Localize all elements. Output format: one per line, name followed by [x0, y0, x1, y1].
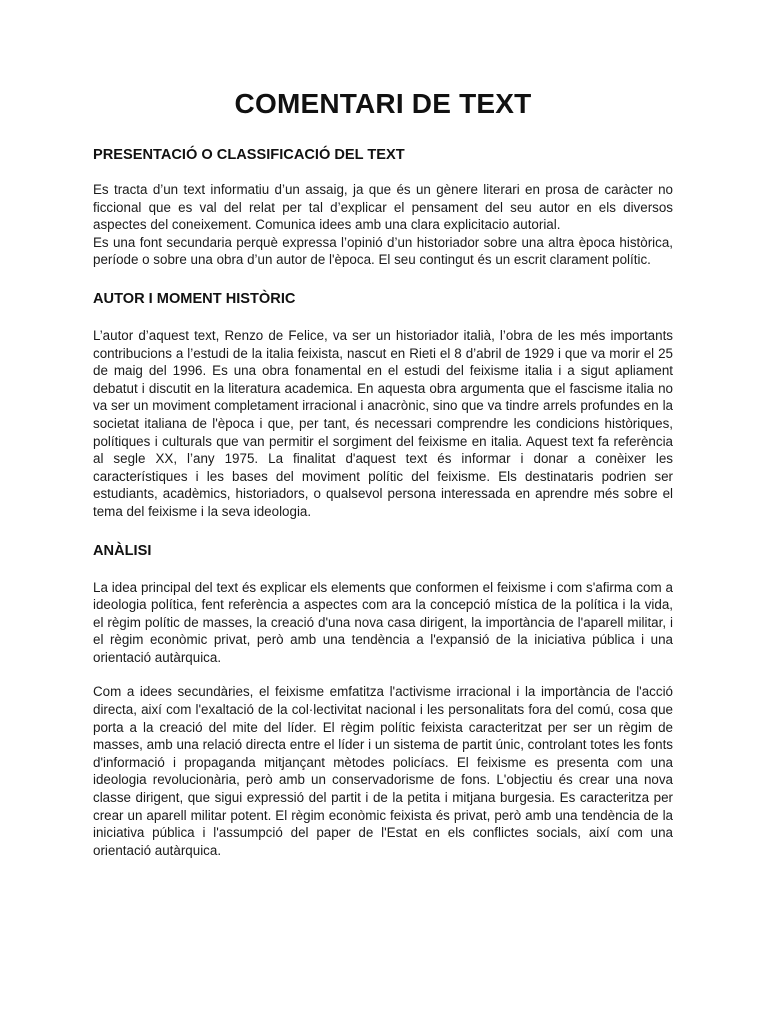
analysis-main-idea-paragraph: La idea principal del text és explicar els elements que conformen el feixisme i com s'afirma com a ideologia política, fent referència a aspectes com ara la concepció mística de la política i la vida, el règim polític de masses, la creació d'una nova casa dirigent, la importància de l'aparell militar, i el règim econòmic privat, però amb una tendència a l'expansió de la iniciativa pública i una orientació autàrquica. — [93, 579, 673, 665]
presentation-paragraph: Es tracta d’un text informatiu d’un assaig, ja que és un gènere literari en prosa de caràcter no ficcional que es val del relat per tal d’explicar el pensament del seu autor en els diversos aspectes del coneixement. Comunica idees amb una clara explicitacio autorial. Es una font secundaria perquè expressa l’opinió d’un historiador sobre una altra època històrica, període o sobre una obra d’un autor de l'època. El seu contingut és un escrit clarament polític. — [93, 182, 673, 268]
section-heading-presentation: PRESENTACIÓ O CLASSIFICACIÓ DEL TEXT — [93, 147, 405, 163]
document-title: COMENTARI DE TEXT — [234, 88, 532, 119]
analysis-secondary-ideas-paragraph: Com a idees secundàries, el feixisme emfatitza l'activisme irracional i la importància de l'acció directa, així com l'exaltació de la col·lectivitat nacional i les personalitats fora del comú, cosa que porta a la creació del mite del líder. El règim polític feixista caracteritzat per ser un règim de masses, amb una relació directa entre el líder i un sistema de partit únic, controlant totes les fonts d'informació i propaganda mitjançant mètodes policíacs. El feixisme es presenta com una ideologia revolucionària, però amb un conservadorisme de fons. L'objectiu és crear una nova classe dirigent, que sigui expressió del partit i de la petita i mitjana burgesia. Es caracteritza per crear un aparell militar potent. El règim econòmic feixista és privat, però amb una tendència de la iniciativa pública i l'assumpció del paper de l'Estat en els conflictes socials, així com una orientació autàrquica. — [93, 684, 673, 858]
section-heading-analysis: ANÀLISI — [93, 542, 152, 559]
section-heading-author: AUTOR I MOMENT HISTÒRIC — [93, 290, 296, 307]
author-paragraph: L’autor d’aquest text, Renzo de Felice, va ser un historiador italià, l’obra de les més importants contribucions a l’estudi de la italia feixista, nascut en Rieti el 8 d’abril de 1929 i que va morir el 25 de maig del 1996. Es una obra fonamental en el estudi del feixisme italia i a sigut apliament debatut i discutit en la literatura academica. En aquesta obra argumenta que el fascisme italia no va ser un moviment completament irracional i anacrònic, sino que va tindre arrels profundes en la societat italiana de l'època i que, per tant, és necessari comprendre les condicions històriques, polítiques i culturals que van permitir el sorgiment del feixisme en italia. Aquest text fa referència al segle XX, l’any 1975. La finalitat d'aquest text és informar i donar a conèixer les característiques i les bases del moviment polític del feixisme. Els destinataris podrien ser estudiants, acadèmics, historiadors, o qualsevol persona interessada en aprendre més sobre el tema del feixisme i la seva ideologia. — [93, 327, 673, 519]
document-page — [93, 86, 673, 859]
